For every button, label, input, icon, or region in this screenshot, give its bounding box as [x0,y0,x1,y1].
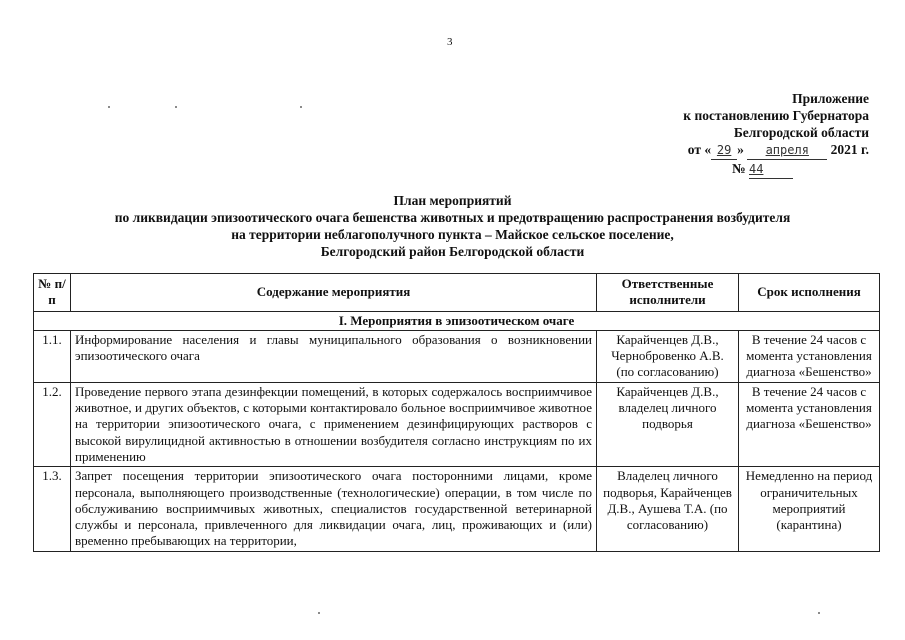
row-responsible: Владелец личного подворья, Карайченцев Д.В., Аушева Т.А. (по согласованию) [597,467,739,551]
plan-title: План мероприятий [393,193,512,208]
table-row [34,467,880,551]
plan-subtitle-3: Белгородский район Белгородской области [320,244,585,259]
date-month: апреля [747,142,827,160]
scan-speck [175,106,177,108]
row-deadline: В течение 24 часов с момента установления диагноза «Бешенство» [739,382,880,466]
table-row [34,382,880,466]
date-year: 2021 г. [830,142,869,157]
scan-speck [108,106,110,108]
decree-number: 44 [749,161,793,179]
section-row [34,311,880,330]
measures-table [33,273,880,552]
row-deadline: Немедленно на период ограничительных мероприятий (карантина) [739,467,880,551]
table-row [34,330,880,382]
page-number: 3 [447,36,453,48]
header-deadline: Срок исполнения [739,274,880,312]
appendix-title: Приложение [792,91,869,106]
appendix-block [683,90,869,179]
scan-speck [300,106,302,108]
appendix-date-line: от « 29 » апреля 2021 г. [683,141,869,160]
appendix-number-line: № 44 [683,160,793,179]
row-num: 1.2. [34,382,71,466]
scan-speck [318,612,320,614]
scan-speck [818,612,820,614]
plan-subtitle-2: на территории неблагополучного пункта – Майское сельское поселение, [231,227,674,242]
row-responsible: Карайченцев Д.В., владелец личного подворья [597,382,739,466]
appendix-decree-line: к постановлению Губернатора [683,108,869,123]
plan-subtitle-1: по ликвидации эпизоотического очага бешенства животных и предотвращению распространения возбудителя [114,210,791,225]
header-responsible: Ответственные исполнители [597,274,739,312]
row-num: 1.1. [34,330,71,382]
header-num: № п/п [34,274,71,312]
plan-title-block [0,192,905,260]
row-content: Запрет посещения территории эпизоотического очага посторонними лицами, кроме персонала, выполняющего производственные (технологические) операции, в том числе по обслуживанию восприимчивых животных, специалистов государственной ветеринарной службы и персонала, привлеченного для ликвидации очага, лиц, проживающих и (или) временно пребывающих на территории, [71,467,597,551]
row-content: Информирование населения и главы муниципального образования о возникновении эпизоотического очага [71,330,597,382]
header-content: Содержание мероприятия [71,274,597,312]
row-deadline: В течение 24 часов с момента установления диагноза «Бешенство» [739,330,880,382]
table-header-row [34,274,880,312]
appendix-region-line: Белгородской области [733,125,869,140]
row-num: 1.3. [34,467,71,551]
section-title: I. Мероприятия в эпизоотическом очаге [34,311,880,330]
date-day: 29 [711,142,737,160]
row-content: Проведение первого этапа дезинфекции помещений, в которых содержалось восприимчивое животное, и других объектов, с которыми контактировало больное восприимчивое животное на территории эпизоотического очага, с применением дезинфицирующих растворов с высокой вирулицидной активностью в отношении возбудителя согласно инструкциям по их применению [71,382,597,466]
row-responsible: Карайченцев Д.В., Чернобровенко А.В. (по согласованию) [597,330,739,382]
